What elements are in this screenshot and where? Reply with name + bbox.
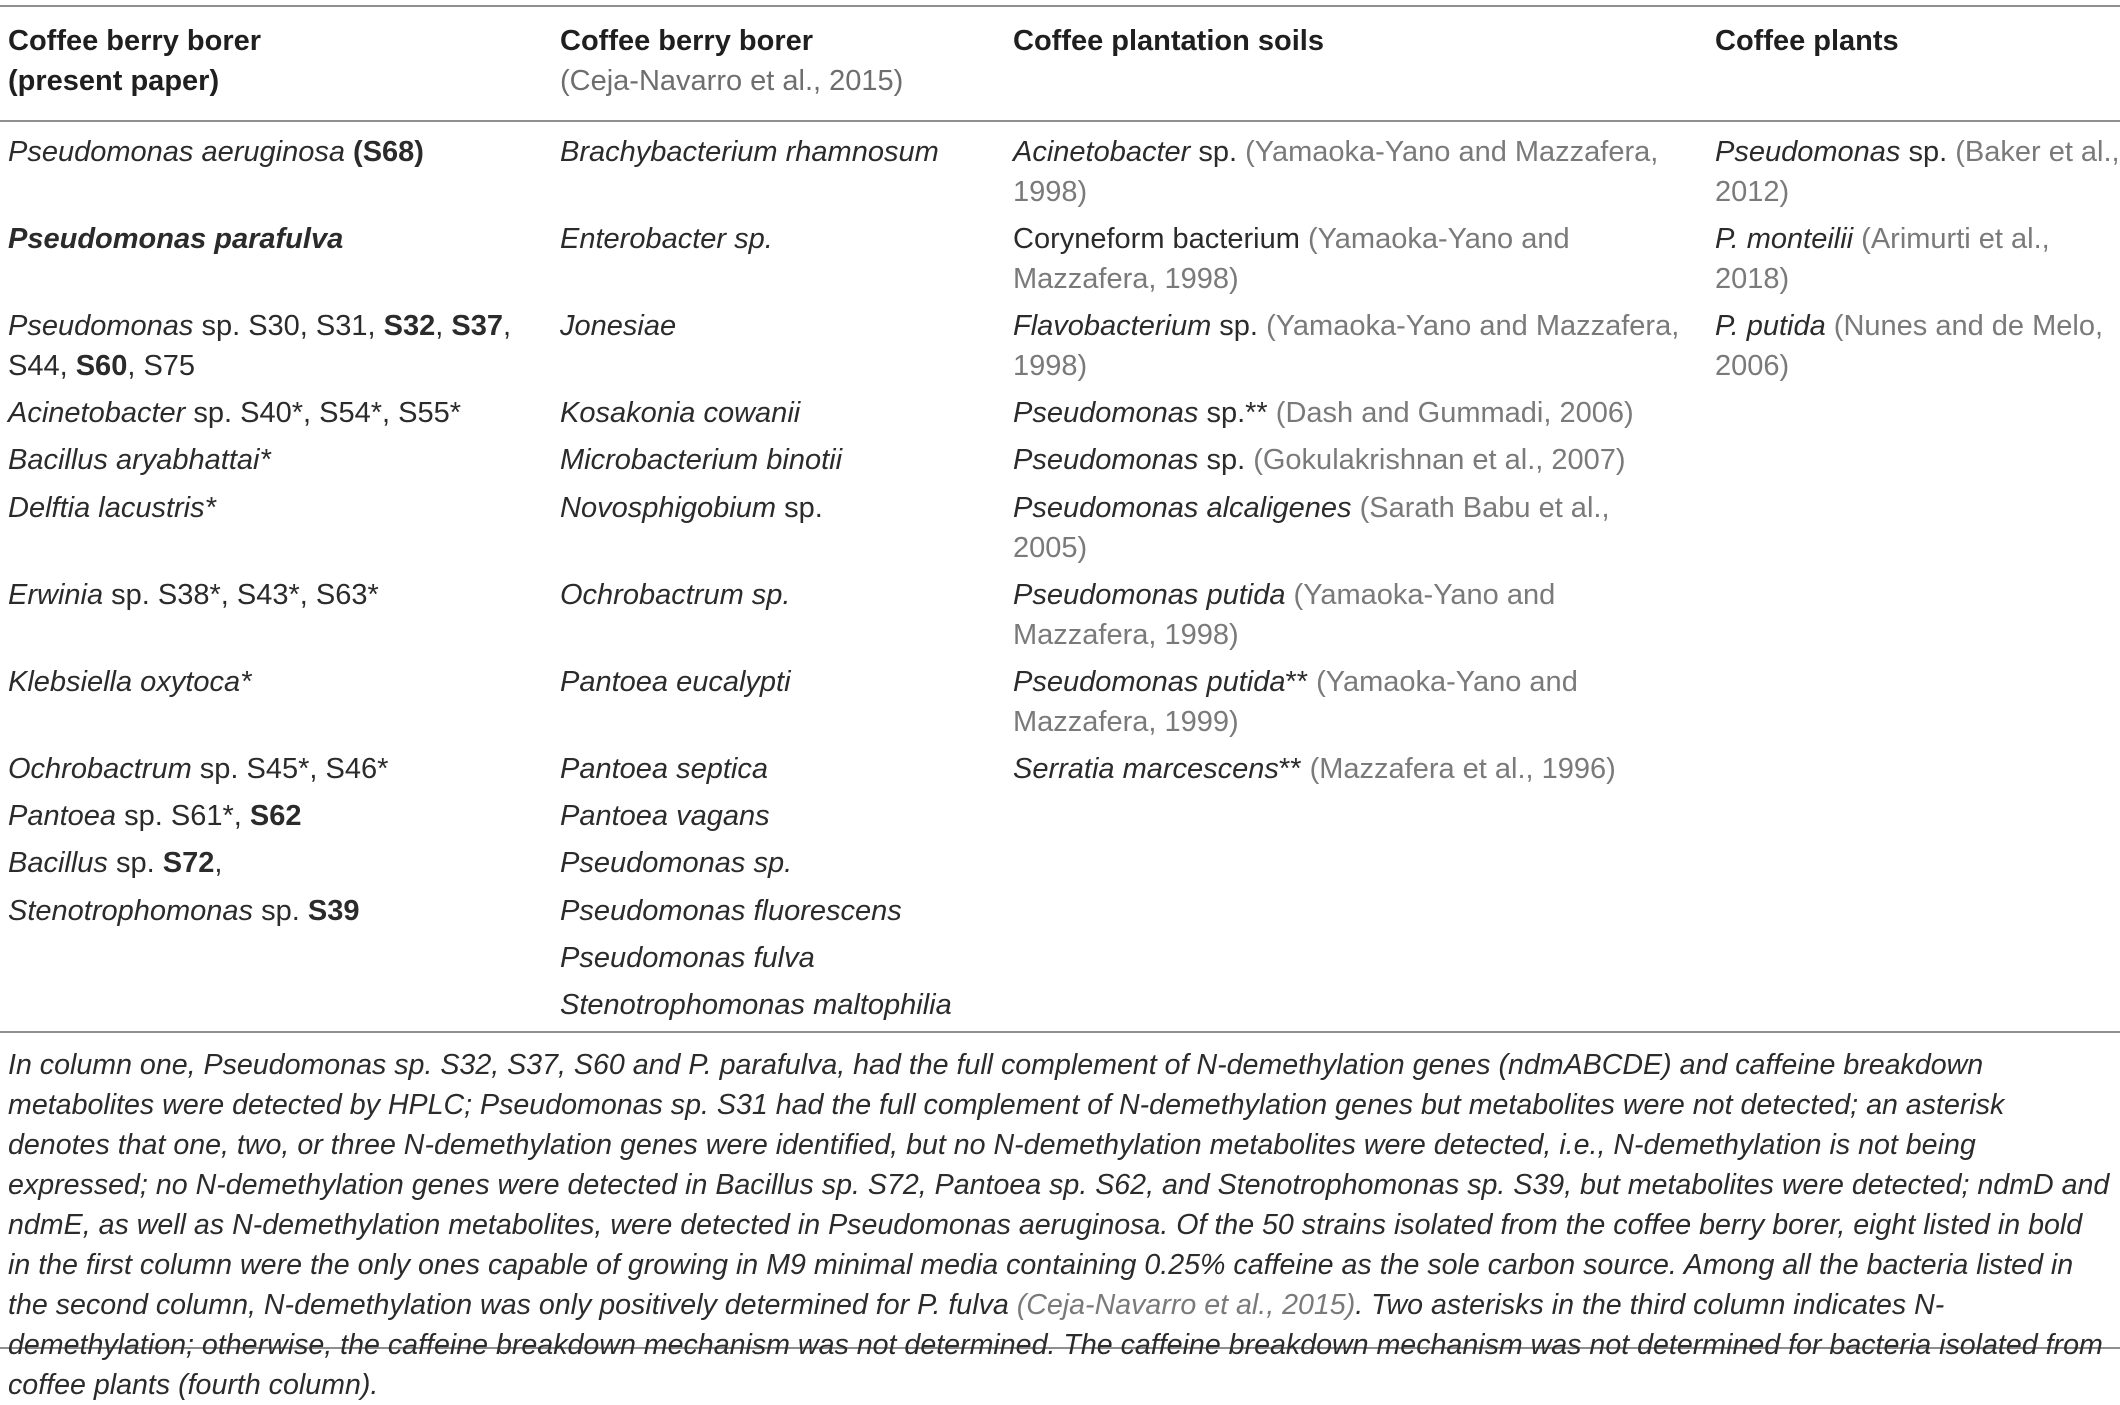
col3-row4: Pseudomonas sp.** (Dash and Gummadi, 2006) — [1013, 397, 1634, 429]
col2-row14: Stenotrophomonas maltophilia — [560, 989, 952, 1021]
col2-row2: Enterobacter sp. — [560, 223, 773, 255]
table-footnote: In column one, Pseudomonas sp. S32, S37, S60 and P. parafulva, had the full complement of N-demethylation genes (ndmABCDE) and caffeine breakdown metabolites were detected by HPLC; Pseudomonas sp. S31 had the full complement of N-demethylation genes but metabolites were not detected; an asterisk denotes that one, two, or three N-demethylation genes were identified, but no N-demethylation metabolites were detected, i.e., N-demethylation is not being expressed; no N-demethylation genes were detected in Bacillus sp. S72, Pantoea sp. S62, and Stenotrophomonas sp. S39, but metabolites were detected; ndmD and ndmE, as well as N-demethylation metabolites, were detected in Pseudomonas aeruginosa. Of the 50 strains isolated from the coffee berry borer, eight listed in bold in the first column were the only ones capable of growing in M9 minimal media containing 0.25% caffeine as the sole carbon source. Among all the bacteria listed in the second column, N-demethylation was only positively determined for P. fulva (Ceja-Navarro et al., 2015). Two asterisks in the third column indicates N-demethylation; otherwise, the caffeine breakdown mechanism was not determined. The caffeine breakdown mechanism was not determined for bacteria isolated from coffee plants (fourth column). — [8, 1049, 2110, 1401]
col2-row11: Pseudomonas sp. — [560, 847, 793, 879]
body-bottom-rule — [0, 1031, 2120, 1033]
col2-row1: Brachybacterium rhamnosum — [560, 136, 939, 168]
col3-row6: Pseudomonas alcaligenes (Sarath Babu et al., 2005) — [1013, 492, 1610, 564]
col2-row13: Pseudomonas fulva — [560, 942, 815, 974]
col3-row3: Flavobacterium sp. (Yamaoka-Yano and Mazzafera, 1998) — [1013, 310, 1680, 382]
header-col3-title: Coffee plantation soils — [1013, 25, 1324, 57]
col2-row3: Jonesiae — [560, 310, 677, 342]
col1-row3: Pseudomonas sp. S30, S31, S32, S37, S44, S60, S75 — [8, 310, 512, 382]
col2-row7: Ochrobactrum sp. — [560, 579, 791, 611]
col3-row5: Pseudomonas sp. (Gokulakrishnan et al., 2007) — [1013, 444, 1626, 476]
col1-row6: Delftia lacustris* — [8, 492, 216, 524]
col2-row4: Kosakonia cowanii — [560, 397, 801, 429]
col4-row2: P. monteilii (Arimurti et al., 2018) — [1715, 223, 2050, 295]
header-rule — [0, 120, 2120, 122]
header-col3 — [1013, 21, 1324, 61]
col1-row2: Pseudomonas parafulva — [8, 223, 344, 255]
col3-row2: Coryneform bacterium (Yamaoka-Yano and Mazzafera, 1998) — [1013, 223, 1570, 295]
col2-row9: Pantoea septica — [560, 753, 768, 785]
col1-row11: Bacillus sp. S72, — [8, 847, 223, 879]
col1-row12: Stenotrophomonas sp. S39 — [8, 895, 360, 927]
header-col4 — [1715, 21, 1899, 61]
top-rule — [0, 5, 2120, 7]
header-col2 — [560, 21, 903, 101]
header-col2-title: Coffee berry borer — [560, 25, 814, 57]
footnote-citation-link[interactable]: (Ceja-Navarro et al., 2015) — [1016, 1289, 1356, 1321]
col3-row7: Pseudomonas putida (Yamaoka-Yano and Mazzafera, 1998) — [1013, 579, 1556, 651]
col3-row9: Serratia marcescens** (Mazzafera et al., 1996) — [1013, 753, 1616, 785]
col2-row6: Novosphigobium sp. — [560, 492, 823, 524]
col2-row5: Microbacterium binotii — [560, 444, 843, 476]
col1-row4: Acinetobacter sp. S40*, S54*, S55* — [8, 397, 462, 429]
col1-row8: Klebsiella oxytoca* — [8, 666, 252, 698]
col2-row10: Pantoea vagans — [560, 800, 770, 832]
col1-row9: Ochrobactrum sp. S45*, S46* — [8, 753, 389, 785]
header-col1-line2: (present paper) — [8, 65, 220, 97]
col4-row1: Pseudomonas sp. (Baker et al., 2012) — [1715, 136, 2120, 208]
col1-row7: Erwinia sp. S38*, S43*, S63* — [8, 579, 379, 611]
col1-row1: Pseudomonas aeruginosa (S68) — [8, 136, 424, 168]
col1-row10: Pantoea sp. S61*, S62 — [8, 800, 302, 832]
col2-row8: Pantoea eucalypti — [560, 666, 791, 698]
col4-row3: P. putida (Nunes and de Melo, 2006) — [1715, 310, 2104, 382]
header-col2-citation: (Ceja-Navarro et al., 2015) — [560, 65, 904, 97]
header-col1 — [8, 21, 261, 101]
col1-row5: Bacillus aryabhattai* — [8, 444, 271, 476]
header-col1-line1: Coffee berry borer — [8, 25, 262, 57]
col3-row8: Pseudomonas putida** (Yamaoka-Yano and Mazzafera, 1999) — [1013, 666, 1578, 738]
col3-row1: Acinetobacter sp. (Yamaoka-Yano and Mazzafera, 1998) — [1013, 136, 1659, 208]
col2-row12: Pseudomonas fluorescens — [560, 895, 902, 927]
header-col4-title: Coffee plants — [1715, 25, 1899, 57]
